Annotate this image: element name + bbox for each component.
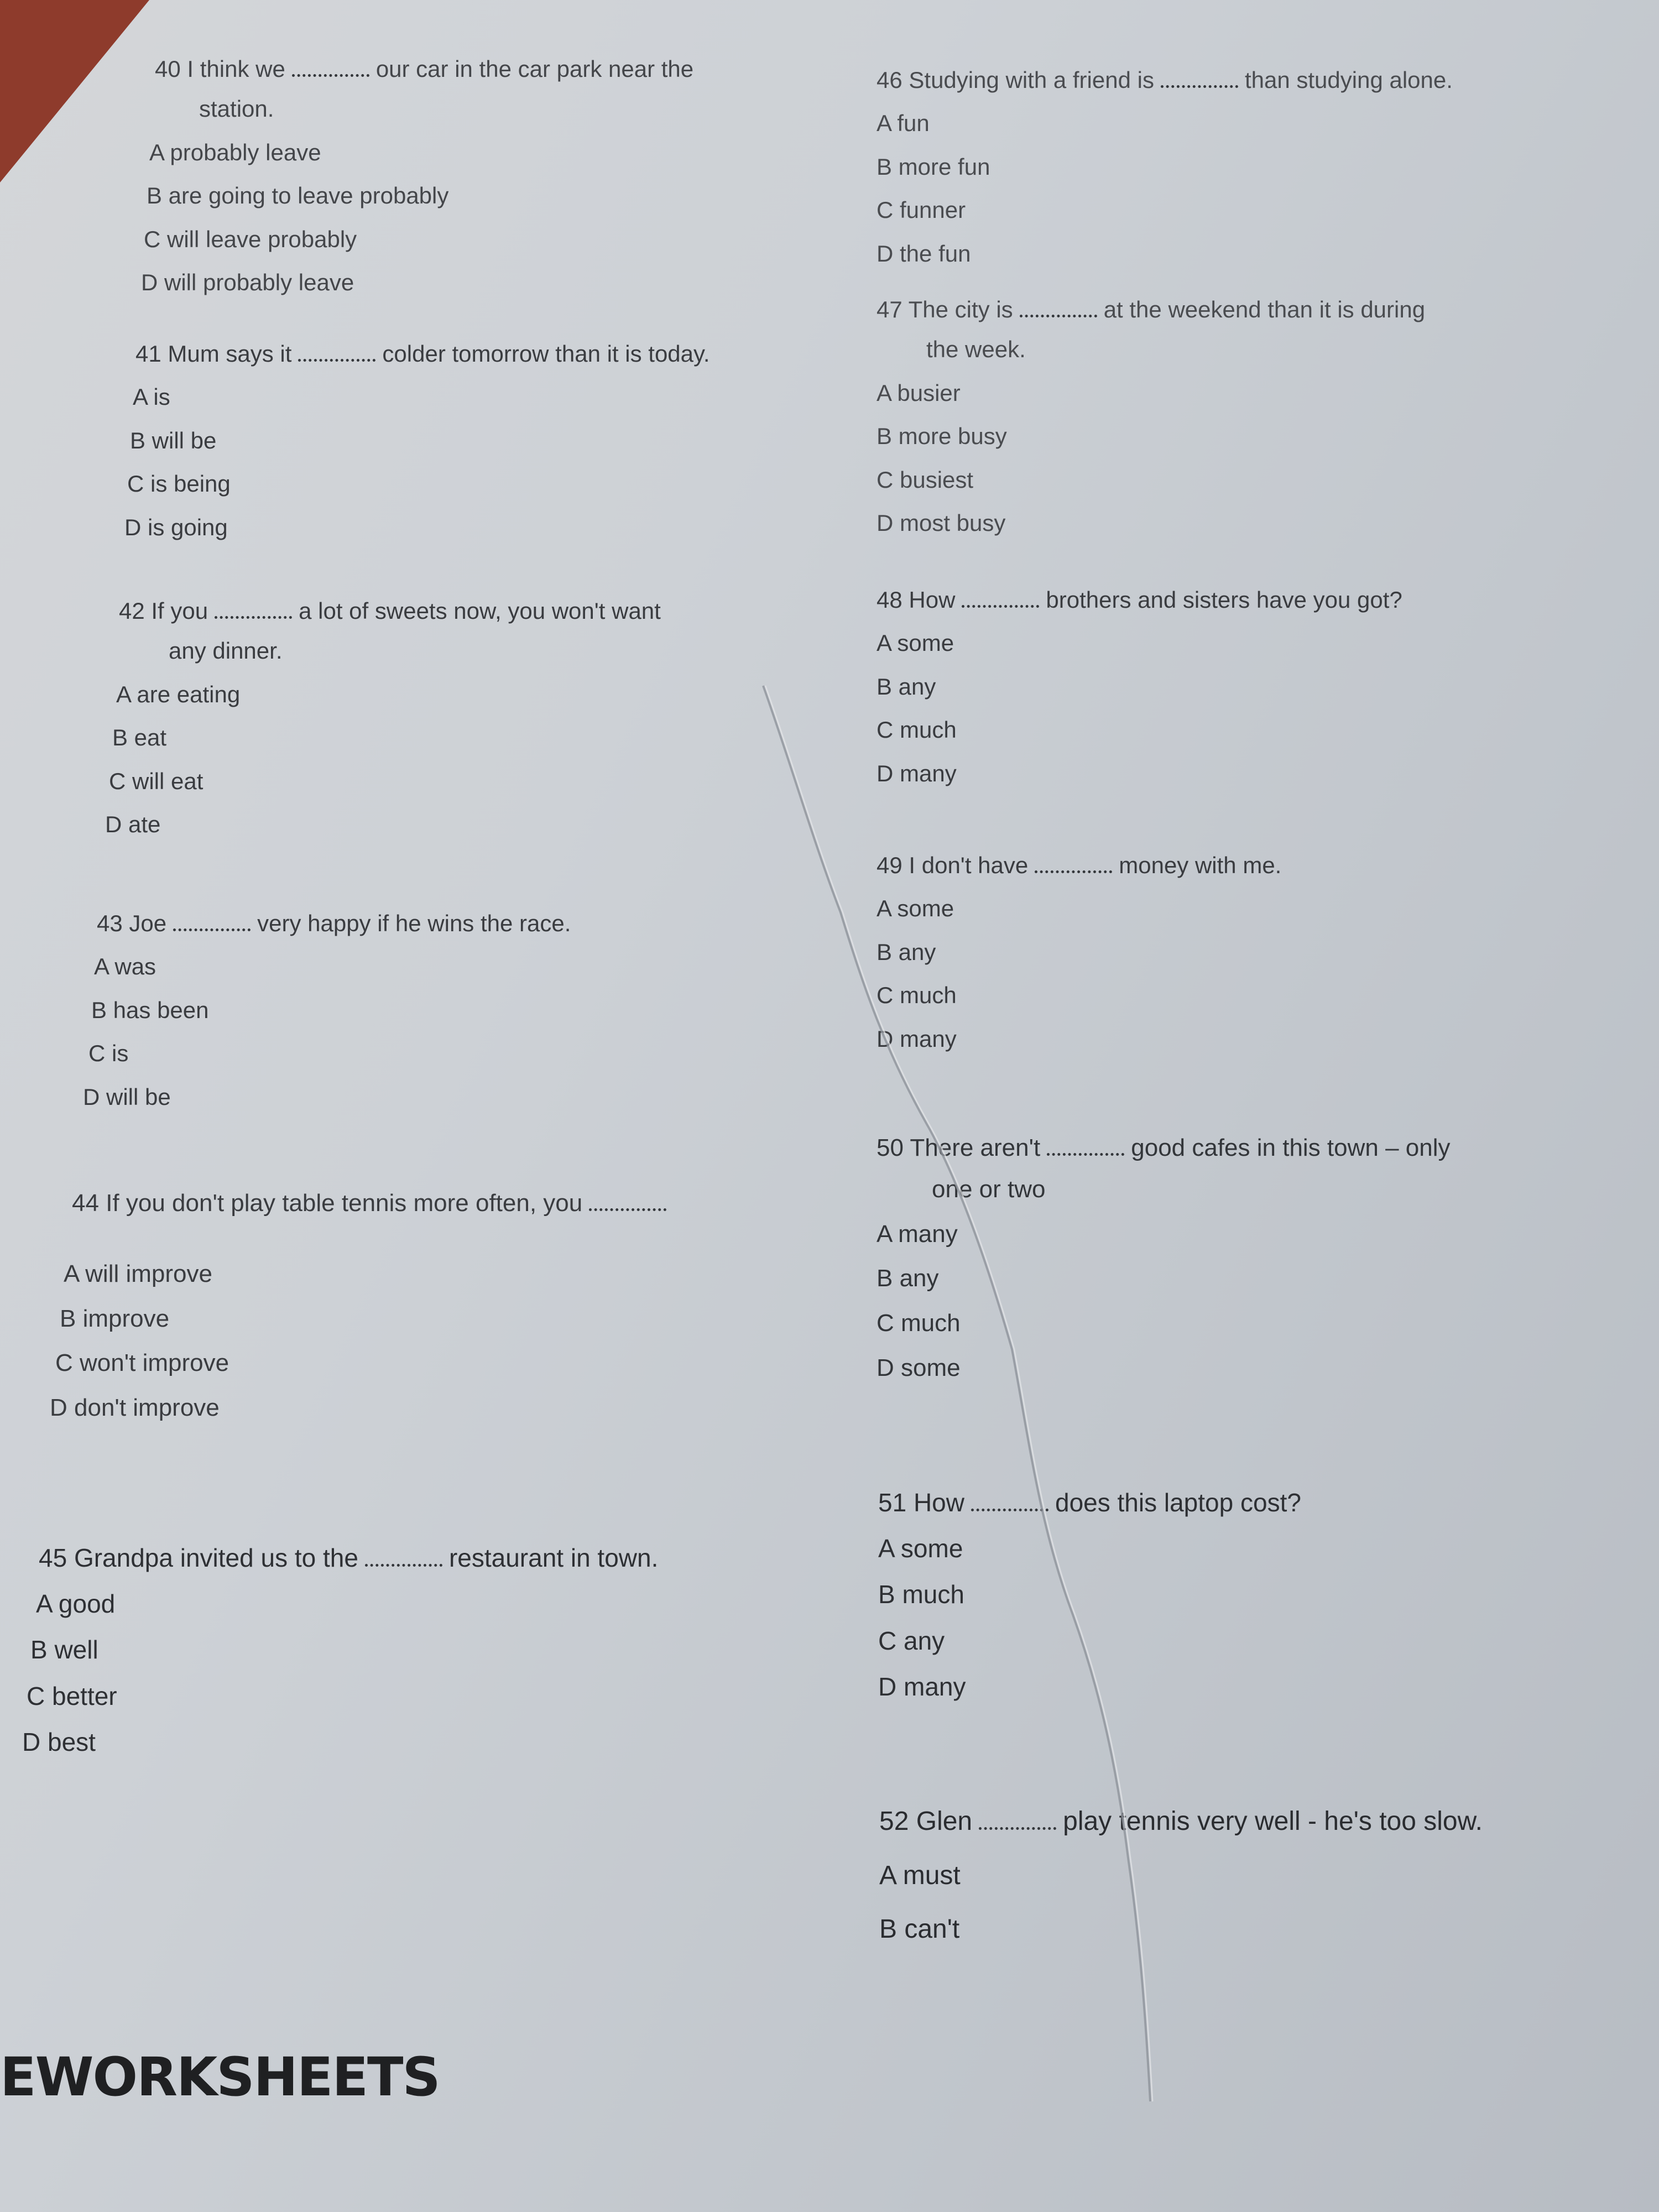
option-a: A some xyxy=(877,895,954,922)
question-49 xyxy=(877,852,1281,1053)
option-a: A are eating xyxy=(116,681,241,707)
option-c: C better xyxy=(27,1681,117,1710)
option-d: D don't improve xyxy=(50,1394,220,1422)
option-a: A will improve xyxy=(64,1260,212,1287)
question-stem: 50 There aren't good cafes in this town – only xyxy=(877,1134,1451,1161)
option-c: C is being xyxy=(127,471,231,497)
question-stem-continued: station. xyxy=(199,96,274,122)
option-a: A probably leave xyxy=(149,139,321,165)
option-d: D the fun xyxy=(877,240,971,267)
option-b: B any xyxy=(877,938,936,965)
option-c: C any xyxy=(878,1626,945,1655)
option-d: D many xyxy=(877,760,957,786)
question-stem: 47 The city is at the weekend than it is during xyxy=(877,296,1426,322)
option-b: B will be xyxy=(130,427,217,453)
question-stem: 46 Studying with a friend is than studying alone. xyxy=(877,67,1453,93)
question-stem: 44 If you don't play table tennis more often, you xyxy=(72,1189,673,1218)
answer-blank xyxy=(962,591,1039,608)
answer-blank xyxy=(1020,300,1097,317)
option-b: B any xyxy=(877,673,936,700)
option-a: A many xyxy=(877,1220,958,1248)
option-d: D best xyxy=(22,1727,96,1756)
option-a: A was xyxy=(94,953,156,980)
option-d: D will probably leave xyxy=(141,269,354,295)
question-43 xyxy=(83,910,571,1111)
question-46 xyxy=(877,66,1453,268)
question-42 xyxy=(105,597,661,838)
option-a: A must xyxy=(879,1860,961,1890)
question-40 xyxy=(141,55,694,296)
option-a: A busier xyxy=(877,379,961,406)
question-stem: 40 I think we our car in the car park near the xyxy=(155,56,694,82)
answer-blank xyxy=(365,1550,442,1567)
option-c: C will eat xyxy=(109,768,204,794)
question-52 xyxy=(879,1806,1483,1945)
option-a: A is xyxy=(133,384,170,410)
option-c: C much xyxy=(877,982,957,1009)
question-45 xyxy=(22,1543,659,1757)
question-41 xyxy=(124,340,710,541)
question-47 xyxy=(877,296,1425,537)
option-d: D will be xyxy=(83,1083,171,1110)
question-stem: 49 I don't have money with me. xyxy=(877,852,1282,878)
option-b: B improve xyxy=(60,1305,170,1332)
option-a: A some xyxy=(878,1534,963,1563)
question-stem: 45 Grandpa invited us to the restaurant in town. xyxy=(39,1543,659,1572)
question-stem: 43 Joe very happy if he wins the race. xyxy=(97,910,571,936)
option-c: C busiest xyxy=(877,466,974,493)
question-stem: 51 How does this laptop cost? xyxy=(878,1488,1301,1517)
answer-blank xyxy=(971,1494,1048,1511)
option-c: C much xyxy=(877,717,957,743)
question-50 xyxy=(877,1134,1451,1383)
answer-blank xyxy=(979,1813,1056,1830)
question-48 xyxy=(877,586,1402,787)
answer-blank xyxy=(1161,71,1238,88)
question-stem-continued: the week. xyxy=(926,336,1026,363)
answer-blank xyxy=(173,914,251,931)
question-stem: 52 Glen play tennis very well - he's too slow. xyxy=(879,1807,1483,1836)
option-c: C is xyxy=(88,1040,129,1067)
question-stem: 48 How brothers and sisters have you got? xyxy=(877,587,1402,613)
question-51 xyxy=(878,1488,1301,1702)
option-b: B much xyxy=(878,1580,964,1609)
option-b: B more fun xyxy=(877,153,990,180)
option-a: A fun xyxy=(877,110,930,137)
option-c: C won't improve xyxy=(55,1349,229,1377)
brand-logo-text: EWORKSHEETS xyxy=(0,2046,440,2108)
answer-blank xyxy=(298,345,375,362)
option-c: C much xyxy=(877,1310,961,1337)
option-d: D ate xyxy=(105,811,161,837)
answer-blank xyxy=(589,1194,666,1211)
option-b: B more busy xyxy=(877,423,1007,450)
option-a: A some xyxy=(877,630,954,656)
option-d: D some xyxy=(877,1354,961,1381)
option-c: C will leave probably xyxy=(144,226,357,252)
option-b: B has been xyxy=(91,997,209,1023)
option-d: D most busy xyxy=(877,509,1006,536)
answer-blank xyxy=(1035,856,1112,873)
option-d: D many xyxy=(877,1025,957,1052)
option-b: B are going to leave probably xyxy=(147,182,449,209)
answer-blank xyxy=(215,602,292,619)
option-a: A good xyxy=(36,1589,116,1619)
answer-blank xyxy=(1047,1139,1124,1156)
answer-blank xyxy=(292,60,369,77)
question-44 xyxy=(50,1189,673,1423)
question-stem: 41 Mum says it colder tomorrow than it is today. xyxy=(135,341,710,367)
question-stem-continued: one or two xyxy=(932,1175,1046,1203)
option-b: B can't xyxy=(879,1914,960,1944)
option-b: B eat xyxy=(112,724,167,751)
option-b: B well xyxy=(30,1635,98,1665)
option-d: D many xyxy=(878,1672,966,1701)
question-stem-continued: any dinner. xyxy=(169,638,283,664)
question-stem: 42 If you a lot of sweets now, you won't want xyxy=(119,598,661,624)
option-d: D is going xyxy=(124,514,228,540)
option-c: C funner xyxy=(877,197,966,223)
option-b: B any xyxy=(877,1265,939,1292)
